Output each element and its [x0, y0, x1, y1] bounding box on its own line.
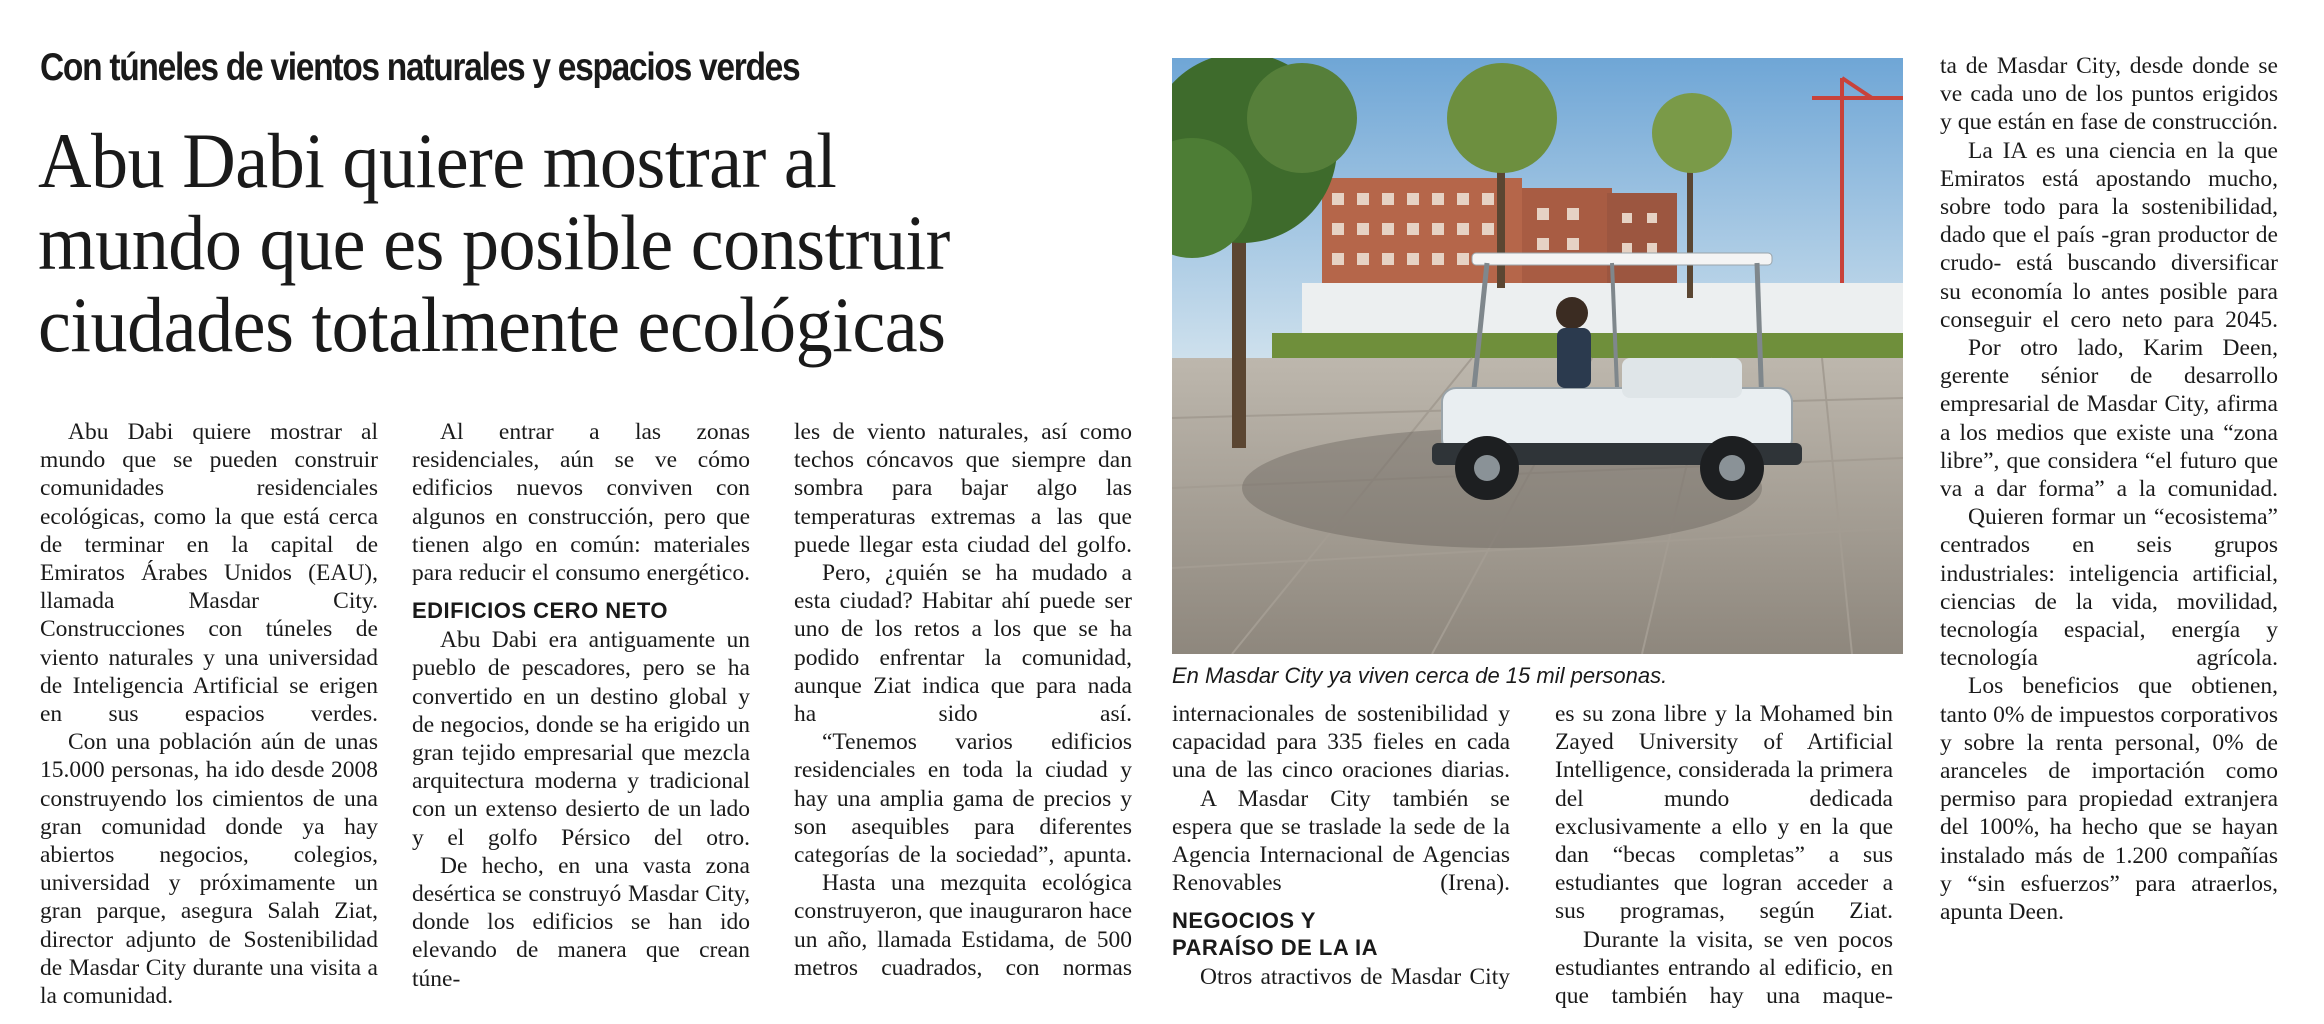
body-paragraph: A Masdar City también se espera que se traslade la sede de la Agencia Internacional de Agencias Renovables (Irena).: [1172, 785, 1510, 897]
subhead-line-2: PARAÍSO DE LA IA: [1172, 935, 1379, 961]
body-paragraph: “Tenemos varios edificios residenciales en toda la ciudad y hay una amplia gama de precios y son asequibles para diferentes categorías de la sociedad”, apunta.: [794, 729, 1132, 869]
body-paragraph: Durante la visita, se ven pocos estudiantes entrando al edificio, en que también hay una maque-: [1555, 926, 1893, 1010]
body-paragraph: La IA es una ciencia en la que Emiratos está apostando mucho, sobre todo para la sostenibilidad, dado que el país -gran productor de crudo- está buscando diversificar su economía lo antes posible para conseguir el cero neto para 2045.: [1940, 137, 2278, 333]
photo-golf-cart-icon: [1172, 58, 1903, 654]
body-paragraph: Hasta una mezquita ecológica construyeron, que inauguraron hace un año, llamada Estidama, de 500 metros cuadrados, con normas: [794, 870, 1132, 981]
photo-caption: En Masdar City ya viven cerca de 15 mil personas.: [1172, 663, 1668, 688]
headline-line-3: ciudades totalmente ecológicas: [38, 281, 946, 368]
body-paragraph: Los beneficios que obtienen, tanto 0% de impuestos corporativos y sobre la renta personal, 0% de aranceles de importación como permiso para propiedad extranjera del 100%, ha hecho que se hayan instalado más de 1.200 compañías y “sin esfuerzos” para atraerlos, apunta Deen.: [1940, 673, 2278, 926]
article-column-4: [1172, 700, 1510, 992]
headline-line-1: Abu Dabi quiere mostrar al: [38, 117, 837, 204]
headline-line-2: mundo que es posible construir: [38, 199, 950, 286]
body-paragraph: ta de Masdar City, desde donde se ve cada uno de los puntos erigidos y que están en fase de construcción.: [1940, 53, 2278, 136]
body-paragraph: es su zona libre y la Mohamed bin Zayed University of Artificial Intelligence, considerada la primera del mundo dedicada exclusivamente a ello y en la que dan “becas completas” a sus estudiantes que logran acceder a sus programas, según Ziat.: [1555, 701, 1893, 925]
body-paragraph: Con una población aún de unas 15.000 personas, ha ido desde 2008 construyendo los cimientos de una gran comunidad donde ya hay abiertos negocios, colegios, universidad y próximamente un gran parque, asegura Salah Ziat, director adjunto de Sostenibilidad de Masdar City durante una visita a la comunidad.: [40, 729, 378, 1010]
article-column-6: [1940, 52, 2278, 926]
article-column-3: [794, 418, 1132, 982]
body-paragraph: Pero, ¿quién se ha mudado a esta ciudad? Habitar ahí puede ser uno de los retos a los que se ha podido enfrentar la comunidad, aunque Ziat indica que para nada ha sido así.: [794, 560, 1132, 728]
body-paragraph: les de viento naturales, así como techos cóncavos que siempre dan sombra para bajar algo las temperaturas extremas a las que puede llegar esta ciudad del golfo.: [794, 419, 1132, 558]
section-subhead: [1172, 907, 1510, 961]
article-headline: [38, 117, 950, 368]
body-paragraph: Otros atractivos de Masdar City: [1200, 964, 1510, 991]
body-paragraph: internacionales de sostenibilidad y capacidad para 335 fieles en cada una de las cinco oraciones diarias.: [1172, 701, 1510, 784]
body-paragraph: Abu Dabi quiere mostrar al mundo que se pueden construir comunidades residenciales ecológicas, como la que está cerca de terminar en la capital de Emiratos Árabes Unidos (EAU), llamada Masdar City. Construcciones con túneles de viento naturales y una universidad de Inteligencia Artificial se erigen en sus espacios verdes.: [40, 419, 378, 728]
body-paragraph: Quieren formar un “ecosistema” centrados en seis grupos industriales: inteligencia artificial, ciencias de la vida, movilidad, tecnología espacial, energía y tecnología agrícola.: [1940, 504, 2278, 672]
article-column-5: [1555, 700, 1893, 1010]
body-paragraph: Al entrar a las zonas residenciales, aún se ve cómo edificios nuevos conviven con algunos en construcción, pero que tienen algo en común: materiales para reducir el consumo energético.: [412, 419, 750, 587]
body-paragraph: De hecho, en una vasta zona desértica se construyó Masdar City, donde los edificios se han ido elevando de manera que crean túne-: [412, 852, 750, 992]
body-paragraph: Abu Dabi era antiguamente un pueblo de pescadores, pero se ha convertido en un destino global y de negocios, donde se ha erigido un gran tejido empresarial que mezcla arquitectura moderna y tradicional con un extenso desierto de un lado y el golfo Pérsico del otro.: [412, 627, 750, 851]
article-photo: [1172, 58, 1903, 654]
section-subhead: EDIFICIOS CERO NETO: [412, 598, 669, 624]
article-column-1: [40, 418, 378, 1010]
article-kicker: Con túneles de vientos naturales y espacios verdes: [40, 46, 800, 89]
body-paragraph: Por otro lado, Karim Deen, gerente sénior de desarrollo empresarial de Masdar City, afirma a los medios que existe una “zona libre”, que considera “el futuro que va a dar forma” a la comunidad.: [1940, 335, 2278, 503]
article-column-2: [412, 418, 750, 993]
subhead-line-1: NEGOCIOS Y: [1172, 908, 1316, 934]
